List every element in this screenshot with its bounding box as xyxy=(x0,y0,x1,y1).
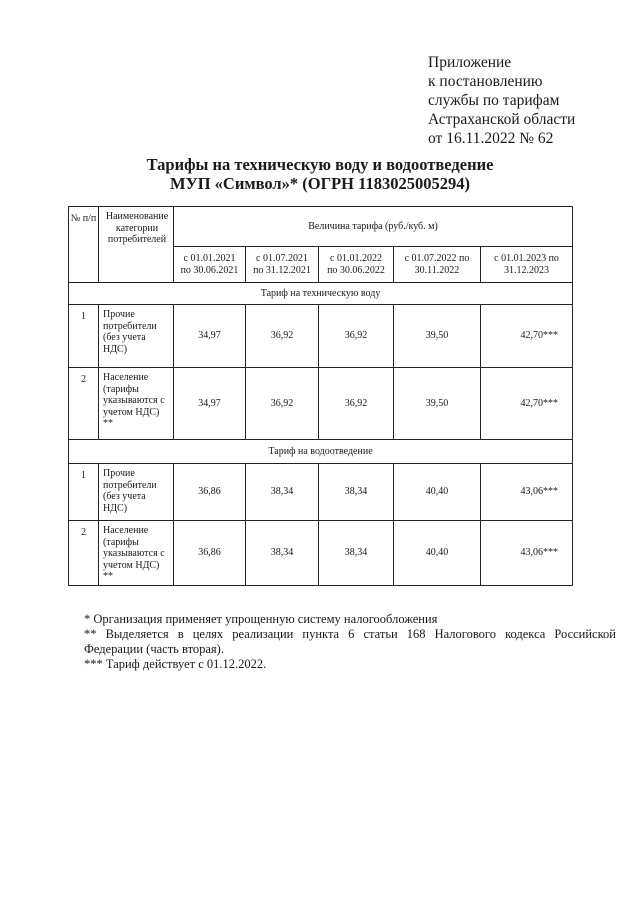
title-line-2: МУП «Символ»* (ОГРН 1183025005294) xyxy=(170,174,470,193)
row-number: 1 xyxy=(69,464,99,521)
period-line: с 01.07.2021 xyxy=(256,253,308,264)
category-name-line: учетом НДС) xyxy=(103,406,160,418)
tariff-value: 38,34 xyxy=(246,521,319,586)
category-name-line: Население xyxy=(103,372,149,383)
table-row xyxy=(69,305,573,368)
category-name-line: ** xyxy=(103,418,113,429)
period-line: по 30.06.2022 xyxy=(327,264,385,276)
tariff-value: 36,92 xyxy=(319,368,394,440)
footnote-1: * Организация применяет упрощенную систему налогообложения xyxy=(84,612,438,626)
category-name-line: Прочие xyxy=(103,468,135,479)
category-name-line: ** xyxy=(103,571,113,582)
period-line: с 01.01.2023 по xyxy=(494,253,559,264)
period-line: с 01.01.2021 xyxy=(183,253,236,264)
period-line: с 01.01.2022 xyxy=(330,253,382,264)
appendix-line: службы по тарифам xyxy=(428,92,560,109)
header-tariff-value: Величина тарифа (руб./куб. м) xyxy=(174,207,573,247)
period-header xyxy=(174,247,246,283)
appendix-line: Приложение xyxy=(428,54,512,71)
period-line: 31.12.2023 xyxy=(504,264,550,276)
category-name-line: НДС) xyxy=(103,502,128,514)
period-line: с 01.07.2022 по xyxy=(404,253,470,264)
document-title xyxy=(0,155,640,193)
table-row xyxy=(69,368,573,440)
row-number: 1 xyxy=(69,305,99,368)
tariff-value: 39,50 xyxy=(394,368,481,440)
tariff-value: 40,40 xyxy=(394,464,481,521)
period-header xyxy=(394,247,481,283)
tariff-value: 43,06*** xyxy=(481,521,573,586)
category-name-line: указываются с xyxy=(103,395,165,406)
category-name-line: (без учета xyxy=(103,491,146,502)
appendix-line: Астраханской области xyxy=(428,111,576,128)
tariff-value: 40,40 xyxy=(394,521,481,586)
appendix-line: от 16.11.2022 № 62 xyxy=(428,130,554,147)
tariff-value: 38,34 xyxy=(246,464,319,521)
section-title: Тариф на водоотведение xyxy=(69,440,573,464)
tariff-value: 36,86 xyxy=(174,521,246,586)
period-line: 30.11.2022 xyxy=(414,264,460,276)
footnotes xyxy=(84,612,616,672)
tariff-value: 42,70*** xyxy=(481,305,573,368)
section-title: Тариф на техническую воду xyxy=(69,283,573,305)
row-number: 2 xyxy=(69,521,99,586)
period-header xyxy=(246,247,319,283)
appendix-line: к постановлению xyxy=(428,73,543,90)
tariff-value: 36,92 xyxy=(319,305,394,368)
title-line-1: Тарифы на техническую воду и водоотведение xyxy=(146,155,494,174)
tariff-table xyxy=(68,206,573,586)
header-number: № п/п xyxy=(69,207,99,283)
period-line: по 31.12.2021 xyxy=(253,264,311,276)
tariff-value: 43,06*** xyxy=(481,464,573,521)
tariff-value: 42,70*** xyxy=(481,368,573,440)
category-name xyxy=(99,521,174,586)
tariff-value: 36,92 xyxy=(246,368,319,440)
category-name-line: потребители xyxy=(103,320,157,332)
tariff-value: 36,86 xyxy=(174,464,246,521)
footnote-3: *** Тариф действует с 01.12.2022. xyxy=(84,657,267,671)
category-name-line: Население xyxy=(103,525,149,536)
category-name-line: указываются с xyxy=(103,548,165,559)
footnote-2-cont: Федерации (часть вторая). xyxy=(84,642,224,656)
tariff-value: 36,92 xyxy=(246,305,319,368)
period-line: по 30.06.2021 xyxy=(180,264,239,276)
header-category: Наименование категории потребителей xyxy=(99,207,174,283)
tariff-value: 38,34 xyxy=(319,521,394,586)
category-name-line: потребители xyxy=(103,479,157,491)
tariff-value: 34,97 xyxy=(174,305,246,368)
appendix-block xyxy=(428,53,575,148)
table-row xyxy=(69,521,573,586)
category-name xyxy=(99,305,174,368)
period-header xyxy=(481,247,573,283)
category-name xyxy=(99,464,174,521)
row-number: 2 xyxy=(69,368,99,440)
category-name-line: (тарифы xyxy=(103,383,139,395)
tariff-value: 38,34 xyxy=(319,464,394,521)
table-row xyxy=(69,464,573,521)
category-name-line: Прочие xyxy=(103,309,135,320)
tariff-value: 39,50 xyxy=(394,305,481,368)
category-name-line: (тарифы xyxy=(103,536,139,548)
category-name-line: (без учета xyxy=(103,332,146,343)
category-name-line: учетом НДС) xyxy=(103,559,160,571)
tariff-value: 34,97 xyxy=(174,368,246,440)
category-name-line: НДС) xyxy=(103,343,128,355)
footnote-2: ** Выделяется в целях реализации пункта 6 статьи 168 Налогового кодекса Российской xyxy=(84,627,616,641)
category-name xyxy=(99,368,174,440)
period-header xyxy=(319,247,394,283)
